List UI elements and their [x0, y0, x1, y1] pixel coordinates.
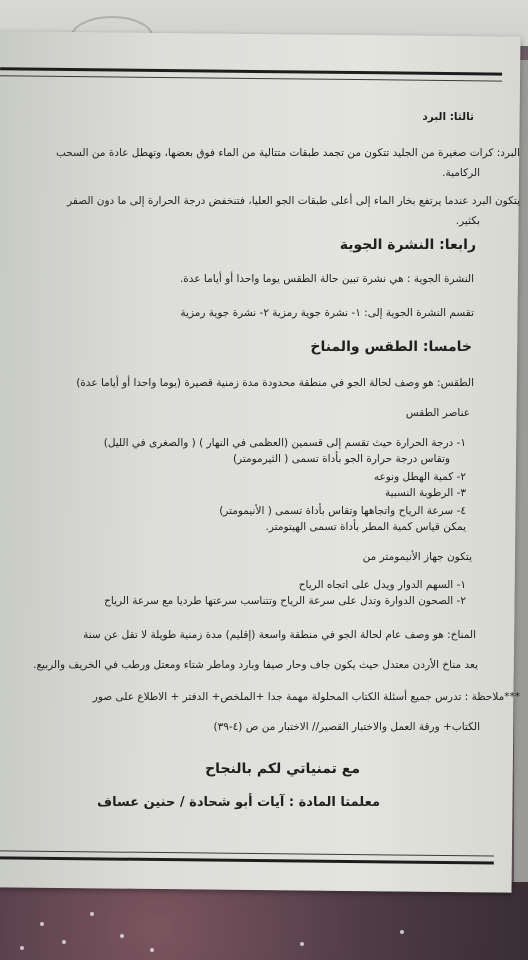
- note-line-2: الكتاب+ ورقة العمل والاختبار القصير// الاختبار من ص (٤-٣٩): [213, 721, 480, 733]
- hail-definition-1: البرد: كرات صغيرة من الجليد تتكون من تجمد طبقات متتالية من الماء فوق بعضها، وتهطل عادة من السحب: [55, 147, 520, 159]
- weather-element-rain: يمكن قياس كمية المطر بأداة تسمى الهيتومتر.: [265, 521, 466, 533]
- closing-wish: مع تمنياتي لكم بالنجاح: [205, 761, 360, 777]
- weather-element-3: ٣- الرطوبة النسبية: [385, 487, 466, 499]
- anemometer-title: يتكون جهاز الأنيمومتر من: [362, 551, 472, 563]
- note-line-1: ***ملاحظة : تدرس جميع أسئلة الكتاب المحلولة مهمة جدا +الملخص+ الدفتر + الاطلاع على صور: [92, 691, 520, 703]
- bulletin-definition: النشرة الجوية : هي نشرة تبين حالة الطقس يوما واحدا أو أياما عدة.: [179, 273, 474, 285]
- bulletin-types: تقسم النشرة الجوية إلى: ١- نشرة جوية رمزية ٢- نشرة جوية رمزية: [180, 307, 474, 319]
- teachers-signature: معلمتا المادة : آيات أبو شحادة / حنين عساف: [97, 795, 380, 810]
- climate-definition: المناخ: هو وصف عام لحالة الجو في منطقة واسعة (إقليم) مدة زمنية طويلة لا تقل عن سنة: [83, 629, 476, 641]
- anemometer-part-1: ١- السهم الدوار ويدل على اتجاه الرياح: [298, 579, 466, 591]
- weather-element-2: ٢- كمية الهطل ونوعه: [373, 471, 466, 483]
- hail-heading: ثالثا: البرد: [422, 111, 474, 123]
- weather-element-1-note: وتقاس درجة حرارة الجو بأداة تسمى ( الثيرمومتر): [232, 453, 450, 465]
- hail-formation-2: بكثير.: [455, 215, 480, 227]
- jordan-climate: يعد مناخ الأردن معتدل حيث يكون جاف وحار صيفا وبارد وماطر شتاء ومعتل ورطب في الخريف والربيع.: [33, 659, 478, 671]
- weather-element-4: ٤- سرعة الرياح واتجاهها وتقاس بأداة تسمى ( الأنيمومتر): [219, 505, 466, 517]
- background-fabric: [0, 882, 528, 960]
- weather-definition: الطقس: هو وصف لحالة الجو في منطقة محدودة مدة زمنية قصيرة (يوما واحدا أو أياما عدة): [76, 377, 474, 389]
- hail-definition-2: الركامية.: [442, 167, 480, 179]
- hail-formation-1: يتكون البرد عندما يرتفع بخار الماء إلى أعلى طبقات الجو العليا، فتنخفض درجة الحرارة إلى ما دون الصفر: [67, 195, 520, 207]
- anemometer-part-2: ٢- الصحون الدوارة وتدل على سرعة الرياح وتتناسب سرعتها طرديا مع سرعة الرياح: [104, 595, 466, 607]
- weather-element-1: ١- درجة الحرارة حيث تقسم إلى قسمين (العظمى في النهار ) ( والصغرى في الليل): [103, 437, 466, 449]
- weather-heading: خامسا: الطقس والمناخ: [310, 339, 472, 355]
- weather-elements-title: عناصر الطقس: [405, 407, 470, 419]
- bulletin-heading: رابعا: النشرة الجوية: [339, 237, 476, 253]
